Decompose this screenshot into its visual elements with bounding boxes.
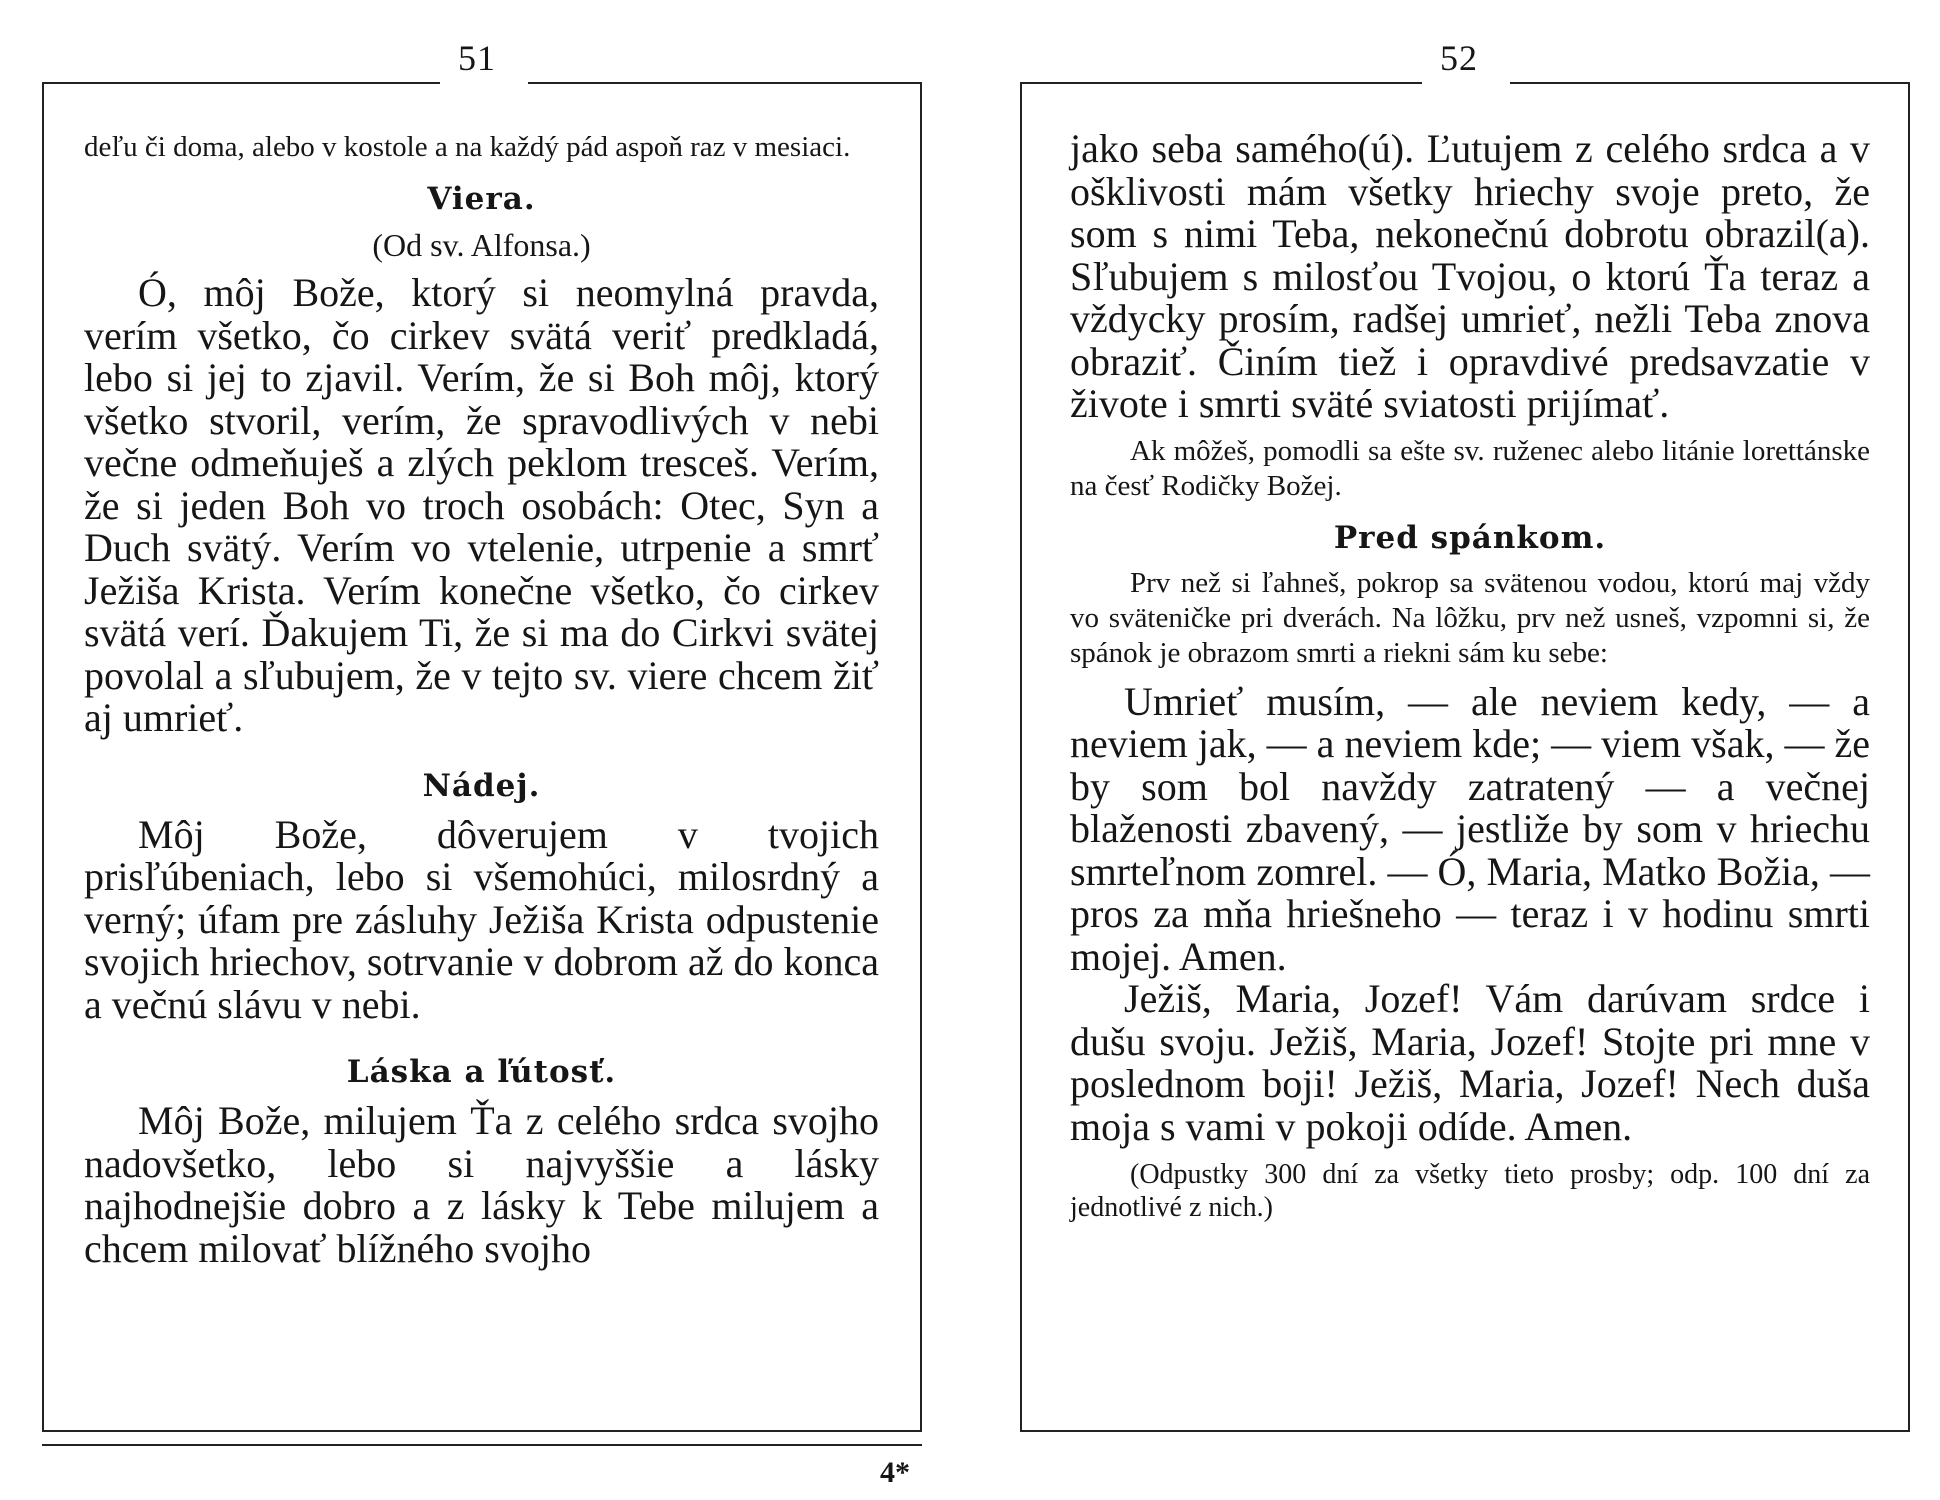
bedtime-instruction: Prv než si ľahneš, pokrop sa svätenou vodou, ktorú maj vždy vo sväteničke pri dverách. Na lôžku, prv než usneš, vzpomni si, že spánok je obrazom smrti a riekni sám ku sebe:: [1070, 566, 1870, 669]
footer-rule: [42, 1444, 922, 1446]
section-heading-nadej: Nádej.: [422, 767, 541, 804]
bedtime-prayer: Umrieť musím, — ale neviem kedy, — a neviem jak, — a neviem kde; — viem však, — že by som bol navždy zatratený — a večnej blaženosti zbavený, — jestliže by som v hriechu smrteľnom zomrel. — Ó, Maria, Matko Božia, — pros za mňa hriešneho — teraz i v hodinu smrti mojej. Amen.: [1070, 678, 1870, 979]
indulgence-note: (Odpustky 300 dní za všetky tieto prosby; odp. 100 dní za jednotlivé z nich.): [1070, 1159, 1870, 1223]
section-heading-viera: Viera.: [427, 181, 536, 217]
right-page: [980, 0, 1940, 1500]
prayer-text-viera: Ó, môj Bože, ktorý si neomylná pravda, verím všetko, čo cirkev svätá veriť predkladá, lebo si jej to zjavil. Verím, že si Boh môj, ktorý všetko stvoril, verím, že spravodlivých v nebi večne odmeňuješ a zlých peklom tresceš. Verím, že si jeden Boh vo troch osobách: Otec, Syn a Duch svätý. Verím vo vtelenie, utrpenie a smrť Ježiša Krista. Verím konečne všetko, čo cirkev svätá verí. Ďakujem Ti, že si ma do Cirkvi svätej povolal a sľubujem, že v tejto sv. viere chcem žiť aj umrieť.: [84, 270, 879, 740]
left-page-content: [84, 130, 879, 1270]
prayer-text-laska: Môj Bože, milujem Ťa z celého srdca svojho nadovšetko, lebo si najvyššie a lásky najhodnejšie dobro a z lásky k Tebe milujem a chcem milovať blížného svojho: [84, 1098, 879, 1271]
prayer-continuation: jako seba samého(ú). Ľutujem z celého srdca a v ošklivosti mám všetky hriechy svoje preto, že som s nimi Teba, nekonečnú dobrotu obrazil(a). Sľubujem s milosťou Tvojou, o ktorú Ťa teraz a vždycky prosím, radšej umrieť, nežli Teba znova obraziť. Činím tiež i opravdivé predsavzatie v živote i smrti sväté sviatosti prijímať.: [1070, 126, 1870, 426]
intro-text: deľu či doma, alebo v kostole a na každý pád aspoň raz v mesiaci.: [84, 131, 851, 163]
right-page-content: [1070, 128, 1870, 1224]
signature-mark: 4*: [880, 1456, 910, 1489]
page-number: 52: [1422, 36, 1496, 80]
section-heading-pred-spankom: Pred spánkom.: [1333, 519, 1607, 556]
prayer-text-nadej: Môj Bože, dôverujem v tvojich prisľúbeniach, lebo si všemohúci, milosrdný a verný; úfam pre zásluhy Ježiša Krista odpustenie svojich hriechov, sotrvanie v dobrom až do konca a večnú slávu v nebi.: [84, 811, 879, 1027]
section-subheading: (Od sv. Alfonsa.): [372, 227, 591, 263]
rosary-instruction: Ak môžeš, pomodli sa ešte sv. ruženec alebo litánie lorettánske na česť Rodičky Božej.: [1070, 434, 1870, 502]
page-number: 51: [440, 36, 514, 80]
section-heading-laska: Láska a ľútosť.: [346, 1054, 617, 1090]
holy-family-prayer: Ježiš, Maria, Jozef! Vám darúvam srdce i dušu svoju. Ježiš, Maria, Jozef! Stojte pri mne v poslednom boji! Ježiš, Maria, Jozef! Nech duša moja s vami v pokoji odíde. Amen.: [1070, 976, 1870, 1149]
left-page: [0, 0, 960, 1500]
